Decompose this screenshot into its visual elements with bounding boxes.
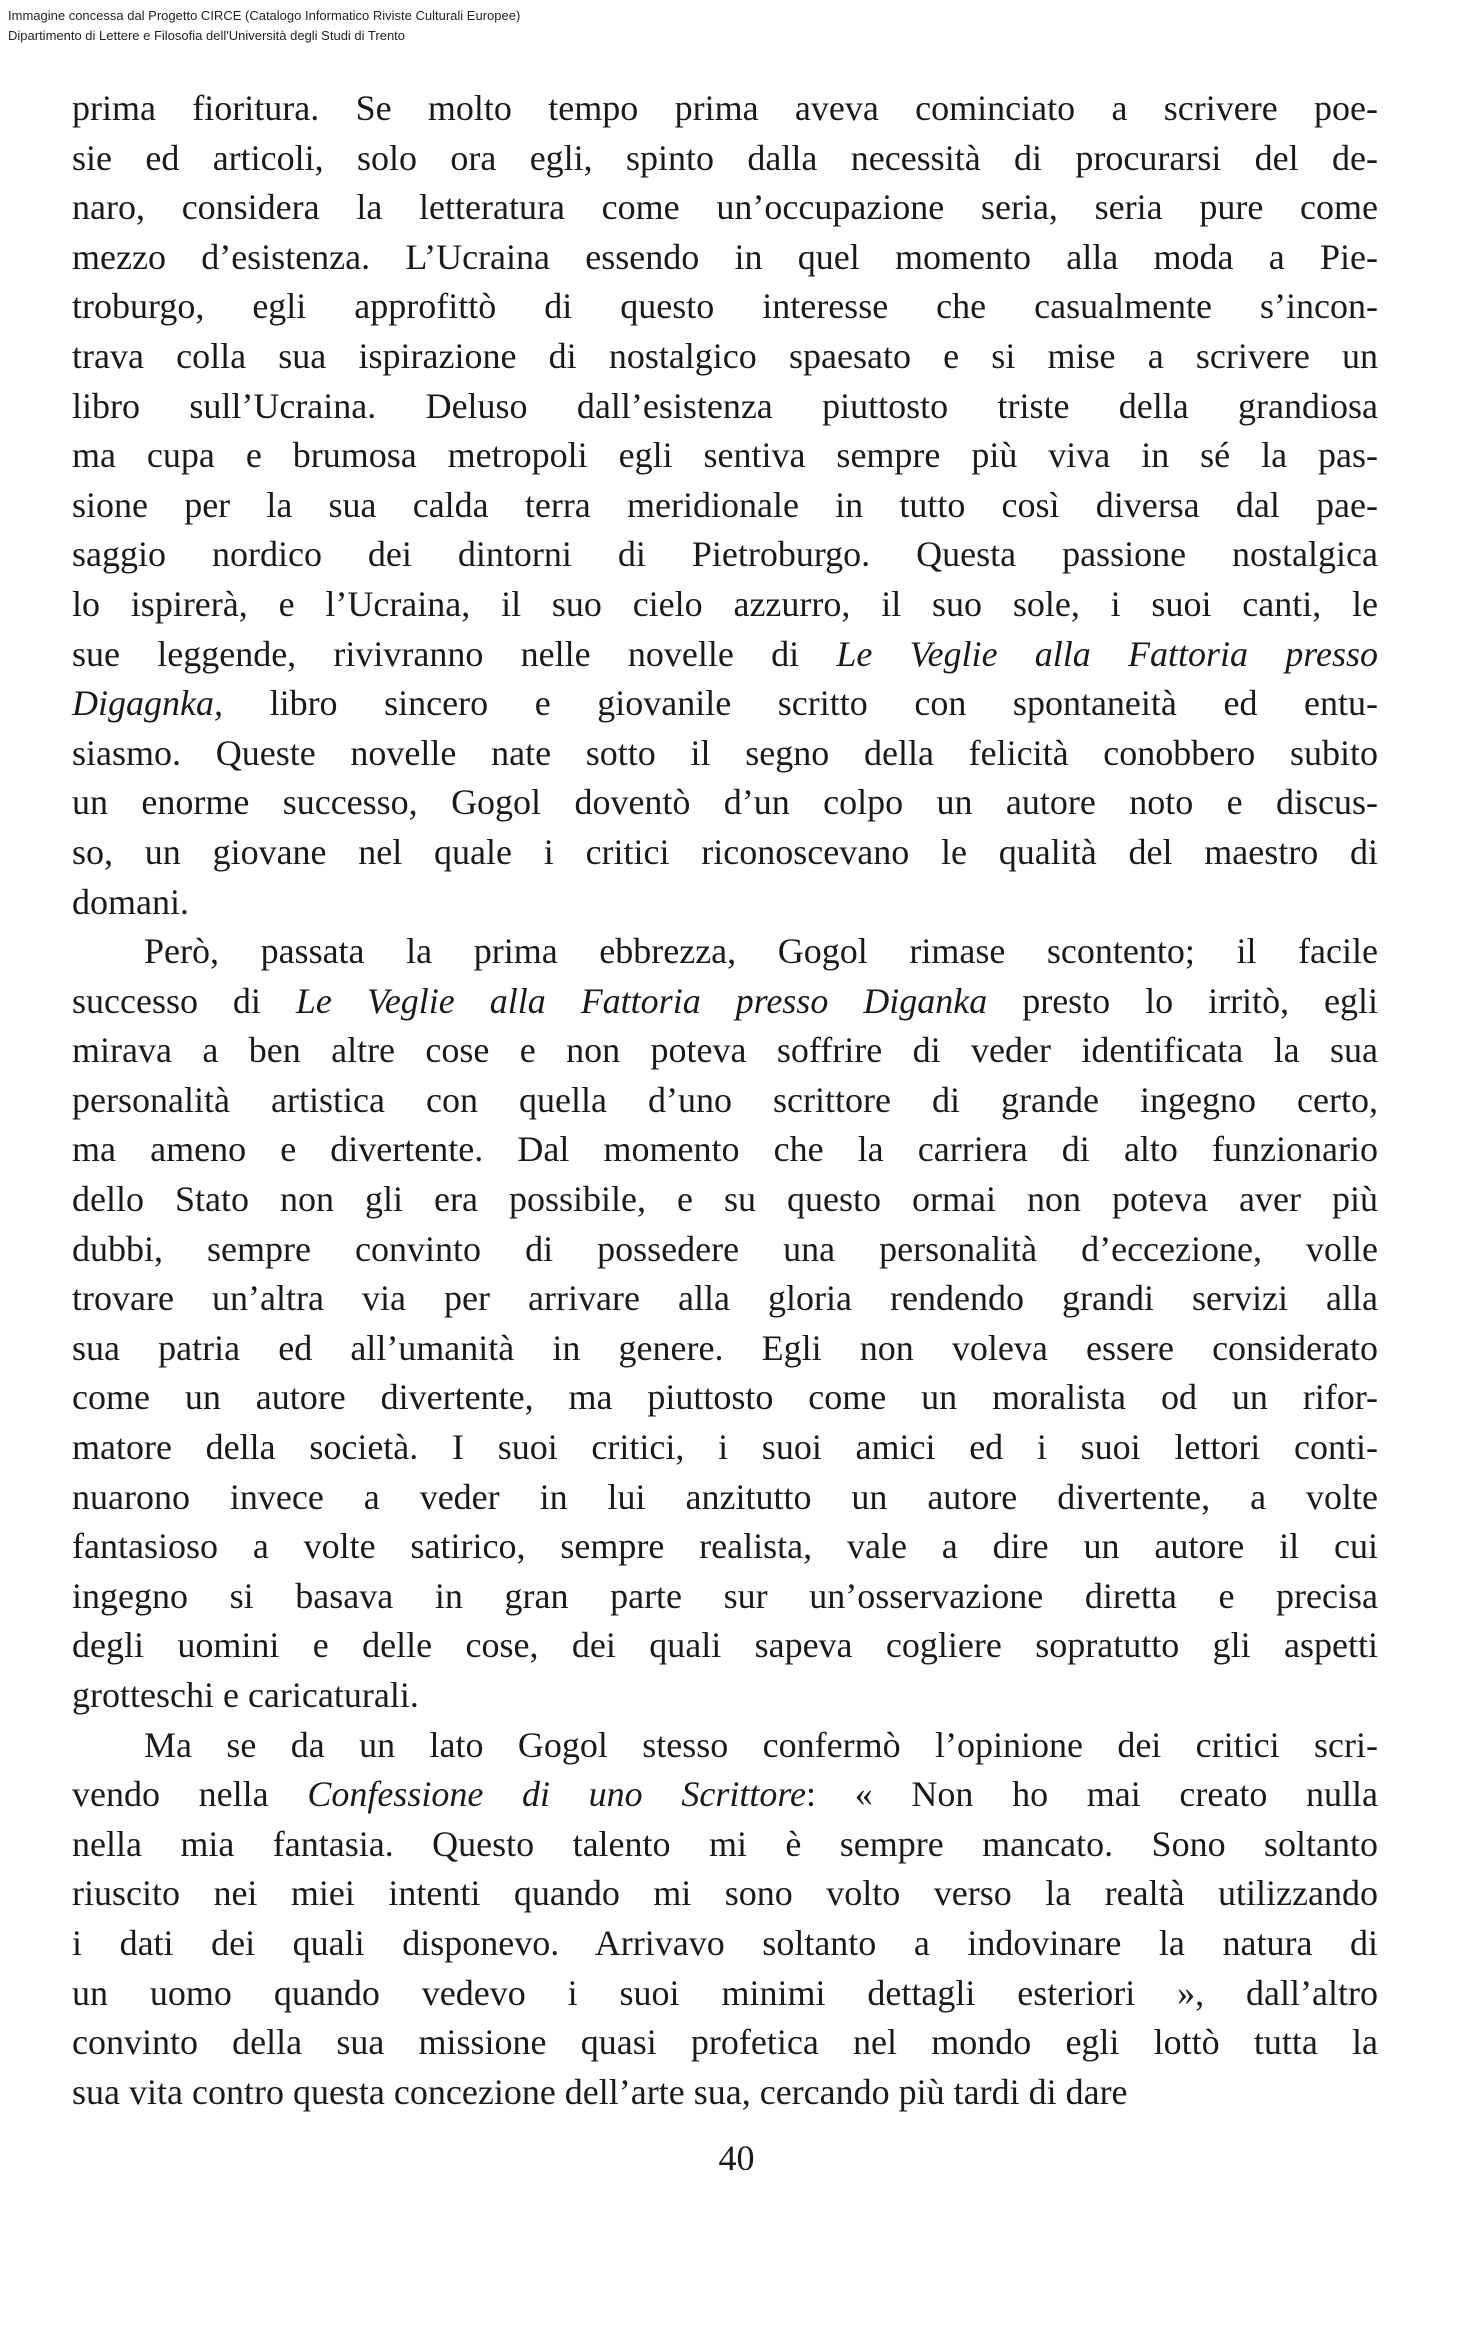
text-segment: ma cupa e brumosa metropoli egli sentiva sempre più viva in sé la pas- <box>72 435 1378 476</box>
text-segment: un uomo quando vedevo i suoi minimi dettagli esteriori », dall’altro <box>72 1972 1378 2013</box>
text-line <box>72 2018 1378 2068</box>
text-line <box>72 1423 1378 1473</box>
text-segment: Ma se da un lato Gogol stesso confermò l’opinione dei critici scri- <box>144 1724 1378 1765</box>
text-line <box>72 1473 1378 1523</box>
text-line <box>72 1869 1378 1919</box>
text-line <box>72 1621 1378 1671</box>
text-segment: successo di <box>72 980 296 1021</box>
text-segment: mezzo d’esistenza. L’Ucraina essendo in quel momento alla moda a Pie- <box>72 236 1378 277</box>
text-line <box>72 382 1378 432</box>
text-line <box>72 580 1378 630</box>
text-segment: lo ispirerà, e l’Ucraina, il suo cielo azzurro, il suo sole, i suoi canti, le <box>72 583 1378 624</box>
text-segment: matore della società. I suoi critici, i suoi amici ed i suoi lettori conti- <box>72 1427 1378 1468</box>
text-segment: prima fioritura. Se molto tempo prima aveva cominciato a scrivere poe- <box>72 88 1378 128</box>
text-line <box>72 828 1378 878</box>
text-segment: fantasioso a volte satirico, sempre realista, vale a dire un autore il cui <box>72 1526 1378 1567</box>
text-line <box>72 431 1378 481</box>
text-line <box>72 630 1378 680</box>
text-line <box>72 1820 1378 1870</box>
text-segment: ma ameno e divertente. Dal momento che la carriera di alto funzionario <box>72 1129 1378 1170</box>
credit-line-2: Dipartimento di Lettere e Filosofia dell'Università degli Studi di Trento <box>8 28 406 43</box>
text-segment: domani. <box>72 881 189 922</box>
text-segment: nuarono invece a veder in lui anzitutto un autore divertente, a volte <box>72 1476 1378 1517</box>
text-segment: vendo nella <box>72 1774 308 1815</box>
text-line <box>72 481 1378 531</box>
text-line <box>72 1125 1378 1175</box>
text-line <box>72 183 1378 233</box>
text-line <box>72 1274 1378 1324</box>
text-segment: so, un giovane nel quale i critici riconoscevano le qualità del maestro di <box>72 831 1378 872</box>
italic-title: Le Veglie alla Fattoria presso <box>836 633 1378 674</box>
text-line <box>72 927 1378 977</box>
text-segment: come un autore divertente, ma piuttosto come un moralista od un rifor- <box>72 1377 1378 1418</box>
text-segment: dubbi, sempre convinto di possedere una personalità d’eccezione, volle <box>72 1228 1378 1269</box>
italic-title: Digagnka, <box>72 683 223 724</box>
text-segment: ingegno si basava in gran parte sur un’osservazione diretta e precisa <box>72 1575 1378 1616</box>
text-segment: convinto della sua missione quasi profetica nel mondo egli lottò tutta la <box>72 2022 1378 2063</box>
text-segment: personalità artistica con quella d’uno scrittore di grande ingegno certo, <box>72 1079 1378 1120</box>
text-segment: : « Non ho mai creato nulla <box>806 1774 1379 1815</box>
text-line <box>72 2068 1378 2118</box>
text-line <box>72 1076 1378 1126</box>
text-segment: saggio nordico dei dintorni di Pietroburgo. Questa passione nostalgica <box>72 534 1378 575</box>
paragraph <box>72 927 1378 1721</box>
text-line <box>72 1671 1378 1721</box>
italic-title: Le Veglie alla Fattoria presso Diganka <box>295 980 988 1021</box>
text-segment: grotteschi e caricaturali. <box>72 1675 419 1715</box>
text-line <box>72 977 1378 1027</box>
text-segment: sione per la sua calda terra meridionale in tutto così diversa dal pae- <box>72 484 1378 525</box>
text-segment: Però, passata la prima ebbrezza, Gogol rimase scontento; il facile <box>144 931 1378 972</box>
text-segment: nella mia fantasia. Questo talento mi è sempre mancato. Sono soltanto <box>72 1823 1378 1864</box>
text-line <box>72 1919 1378 1969</box>
text-line <box>72 1175 1378 1225</box>
text-segment: trava colla sua ispirazione di nostalgico spaesato e si mise a scrivere un <box>72 335 1378 376</box>
text-line <box>72 233 1378 283</box>
body-text <box>72 84 1378 2117</box>
text-segment: mirava a ben altre cose e non poteva soffrire di veder identificata la sua <box>72 1030 1378 1071</box>
text-line <box>72 729 1378 779</box>
paragraph <box>72 1721 1378 2118</box>
text-segment: libro sincero e giovanile scritto con spontaneità ed entu- <box>222 683 1378 724</box>
text-line <box>72 1721 1378 1771</box>
text-line <box>72 530 1378 580</box>
text-segment: sue leggende, rivivranno nelle novelle di <box>72 633 837 674</box>
text-segment: trovare un’altra via per arrivare alla gloria rendendo grandi servizi alla <box>72 1278 1378 1319</box>
text-line <box>72 1969 1378 2019</box>
paragraph <box>72 84 1378 927</box>
text-segment: presto lo irritò, egli <box>987 980 1378 1021</box>
text-segment: siasmo. Queste novelle nate sotto il segno della felicità conobbero subito <box>72 732 1378 773</box>
credit-line-1: Immagine concessa dal Progetto CIRCE (Catalogo Informatico Riviste Culturali Europee) <box>8 8 521 23</box>
italic-title: Confessione di uno Scrittore <box>307 1774 807 1815</box>
text-line <box>72 1770 1378 1820</box>
text-line <box>72 332 1378 382</box>
text-segment: i dati dei quali disponevo. Arrivavo soltanto a indovinare la natura di <box>72 1922 1378 1963</box>
text-line <box>72 134 1378 184</box>
text-line <box>72 1225 1378 1275</box>
text-line <box>72 1324 1378 1374</box>
text-line <box>72 84 1378 134</box>
text-segment: naro, considera la letteratura come un’occupazione seria, seria pure come <box>72 187 1378 228</box>
text-segment: un enorme successo, Gogol doventò d’un colpo un autore noto e discus- <box>72 782 1378 823</box>
text-line <box>72 1026 1378 1076</box>
text-line <box>72 1572 1378 1622</box>
text-segment: sie ed articoli, solo ora egli, spinto dalla necessità di procurarsi del de- <box>72 137 1378 178</box>
text-line <box>72 1522 1378 1572</box>
text-line <box>72 778 1378 828</box>
text-line <box>72 679 1378 729</box>
text-segment: sua patria ed all’umanità in genere. Egli non voleva essere considerato <box>72 1327 1378 1368</box>
text-segment: sua vita contro questa concezione dell’arte sua, cercando più tardi di dare <box>72 2071 1128 2112</box>
text-segment: dello Stato non gli era possibile, e su questo ormai non poteva aver più <box>72 1179 1378 1220</box>
text-segment: riuscito nei miei intenti quando mi sono volto verso la realtà utilizzando <box>72 1873 1378 1914</box>
page-number: 40 <box>718 2138 755 2178</box>
text-segment: degli uomini e delle cose, dei quali sapeva cogliere sopratutto gli aspetti <box>72 1625 1378 1666</box>
text-line <box>72 1373 1378 1423</box>
text-line <box>72 878 1378 928</box>
text-segment: libro sull’Ucraina. Deluso dall’esistenza piuttosto triste della grandiosa <box>72 385 1378 426</box>
text-line <box>72 282 1378 332</box>
text-segment: troburgo, egli approfittò di questo interesse che casualmente s’incon- <box>72 286 1378 327</box>
image-credit <box>8 6 520 46</box>
